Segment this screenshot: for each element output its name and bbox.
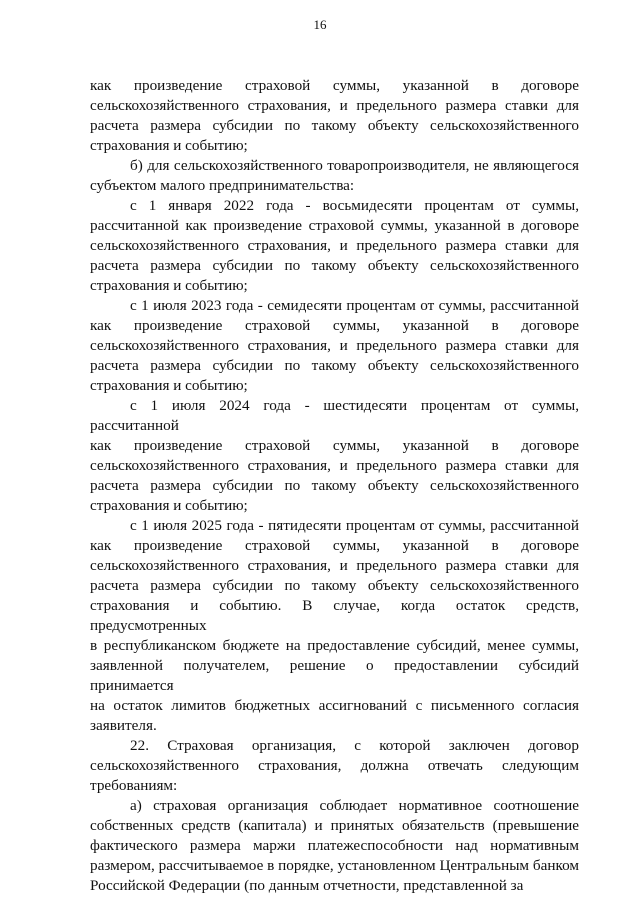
text-line: собственных средств (капитала) и принятых обязательств (превышение bbox=[90, 817, 579, 834]
paragraph-2024 bbox=[90, 396, 579, 516]
paragraph-a bbox=[90, 796, 579, 896]
paragraph-2022 bbox=[90, 196, 579, 296]
text-line: размером, рассчитываемое в порядке, установленном Центральным банком bbox=[90, 857, 579, 874]
text-line: сельскохозяйственного страхования, и предельного размера ставки для bbox=[90, 97, 579, 114]
text-line: страхования и событию; bbox=[90, 137, 248, 154]
text-line: заявителя. bbox=[90, 717, 157, 734]
text-line: как произведение страховой суммы, указанной в договоре bbox=[90, 537, 579, 554]
text-line: б) для сельскохозяйственного товаропроизводителя, не являющегося bbox=[130, 157, 579, 174]
text-line: как произведение страховой суммы, указанной в договоре bbox=[90, 317, 579, 334]
text-line: субъектом малого предпринимательства: bbox=[90, 177, 355, 194]
text-line: сельскохозяйственного страхования, и предельного размера ставки для bbox=[90, 337, 579, 354]
text-line: на остаток лимитов бюджетных ассигнований с письменного согласия bbox=[90, 697, 579, 714]
text-line: рассчитанной как произведение страховой суммы, указанной в договоре bbox=[90, 217, 579, 234]
paragraph-22 bbox=[90, 736, 579, 796]
text-line: расчета размера субсидии по такому объекту сельскохозяйственного bbox=[90, 357, 579, 374]
text-line: сельскохозяйственного страхования, должна отвечать следующим bbox=[90, 757, 579, 774]
text-line: сельскохозяйственного страхования, и предельного размера ставки для bbox=[90, 557, 579, 574]
text-line: фактического размера маржи платежеспособности над нормативным bbox=[90, 837, 579, 854]
text-line: а) страховая организация соблюдает нормативное соотношение bbox=[130, 797, 579, 814]
page-number: 16 bbox=[313, 17, 327, 32]
text-line: как произведение страховой суммы, указанной в договоре bbox=[90, 437, 579, 454]
paragraph-b bbox=[90, 156, 579, 196]
text-line: Российской Федерации (по данным отчетности, представленной за bbox=[90, 877, 524, 894]
text-line: 22. Страховая организация, с которой заключен договор bbox=[130, 737, 579, 754]
text-line: расчета размера субсидии по такому объекту сельскохозяйственного bbox=[90, 477, 579, 494]
paragraph-continuation bbox=[90, 76, 579, 156]
text-line: страхования и событию. В случае, когда остаток средств, предусмотренных bbox=[90, 597, 579, 634]
text-line: с 1 июля 2024 года - шестидесяти процентам от суммы, рассчитанной bbox=[90, 397, 579, 434]
text-line: как произведение страховой суммы, указанной в договоре bbox=[90, 77, 579, 94]
text-line: страхования и событию; bbox=[90, 277, 248, 294]
paragraph-2023 bbox=[90, 296, 579, 396]
text-line: сельскохозяйственного страхования, и предельного размера ставки для bbox=[90, 237, 579, 254]
text-line: с 1 июля 2023 года - семидесяти процентам от суммы, рассчитанной bbox=[130, 297, 579, 314]
text-line: расчета размера субсидии по такому объекту сельскохозяйственного bbox=[90, 117, 579, 134]
text-line: с 1 июля 2025 года - пятидесяти процентам от суммы, рассчитанной bbox=[130, 517, 579, 534]
paragraph-2025 bbox=[90, 516, 579, 736]
text-line: расчета размера субсидии по такому объекту сельскохозяйственного bbox=[90, 577, 579, 594]
document-body bbox=[90, 76, 579, 896]
text-line: страхования и событию; bbox=[90, 497, 248, 514]
text-line: заявленной получателем, решение о предоставлении субсидий принимается bbox=[90, 657, 579, 694]
text-line: с 1 января 2022 года - восьмидесяти процентам от суммы, bbox=[130, 197, 579, 214]
text-line: расчета размера субсидии по такому объекту сельскохозяйственного bbox=[90, 257, 579, 274]
text-line: в республиканском бюджете на предоставление субсидий, менее суммы, bbox=[90, 637, 579, 654]
text-line: требованиям: bbox=[90, 777, 178, 794]
text-line: сельскохозяйственного страхования, и предельного размера ставки для bbox=[90, 457, 579, 474]
text-line: страхования и событию; bbox=[90, 377, 248, 394]
